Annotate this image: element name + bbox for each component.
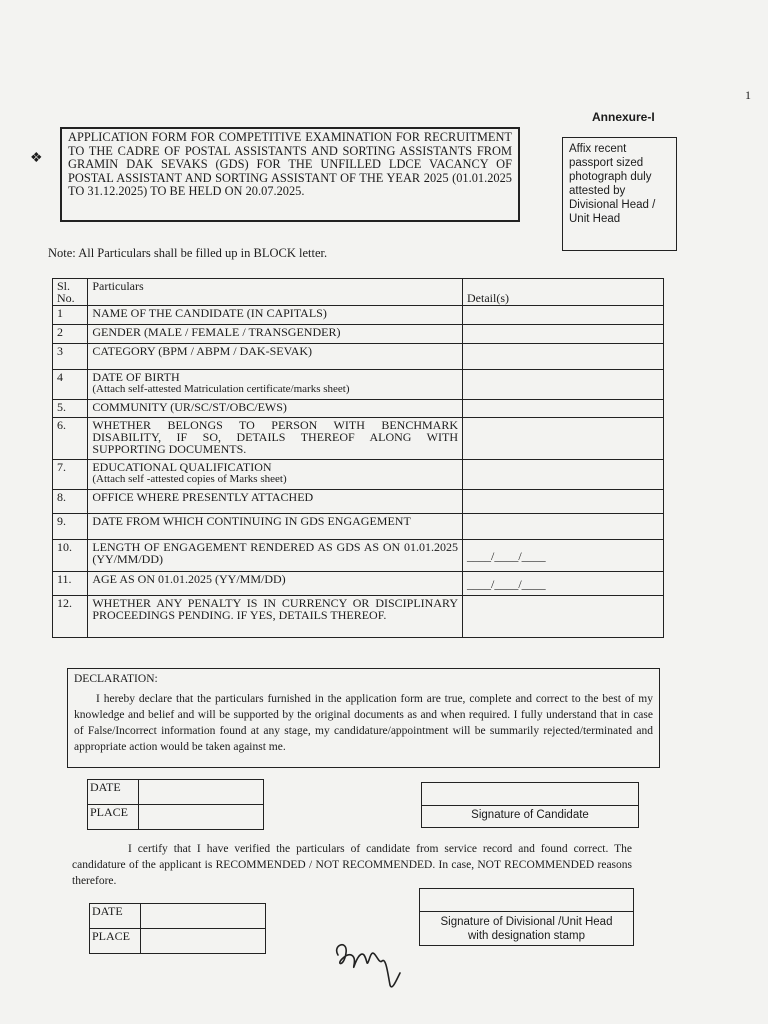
page-number: 1 [745, 88, 751, 102]
table-header-row [53, 279, 664, 306]
place-label: PLACE [88, 805, 139, 830]
particular-text: WHETHER ANY PENALTY IS IN CURRENCY OR DISCIPLINARY PROCEEDINGS PENDING. IF YES, DETAILS THEREOF. [92, 596, 459, 622]
sl-cell: 11. [53, 572, 88, 596]
table-row [53, 540, 664, 572]
detail-cell[interactable] [463, 325, 664, 344]
particular-text: DATE FROM WHICH CONTINUING IN GDS ENGAGEMENT [92, 514, 411, 528]
particular-cell [88, 400, 463, 418]
table-row [53, 418, 664, 460]
photo-instruction-line: Affix recent [569, 143, 627, 155]
photo-instruction-line: Divisional Head / [569, 199, 656, 211]
certification-block [72, 841, 632, 889]
details-header: Detail(s) [463, 279, 664, 306]
particular-cell [88, 540, 463, 572]
candidate-signature-label: Signature of Candidate [471, 809, 589, 821]
particular-cell [88, 572, 463, 596]
form-title: APPLICATION FORM FOR COMPETITIVE EXAMINATION FOR RECRUITMENT TO THE CADRE OF POSTAL ASSISTANTS AND SORTING ASSISTANTS FROM GRAMIN DAK SEVAKS (GDS) FOR THE UNFILLED LDCE VACANCY OF POSTAL ASSISTANT AND SORTING ASSISTANT OF THE YEAR 2025 (01.01.2025 TO 31.12.2025) TO BE HELD ON 20.07.2025. [60, 127, 520, 222]
particular-cell [88, 325, 463, 344]
head-signature-field[interactable] [420, 889, 633, 912]
particular-text: AGE AS ON 01.01.2025 (YY/MM/DD) [92, 572, 286, 586]
detail-cell[interactable] [463, 400, 664, 418]
detail-cell[interactable]: ____/____/____ [463, 540, 664, 572]
particular-cell [88, 490, 463, 514]
particular-text: CATEGORY (BPM / ABPM / DAK-SEVAK) [92, 344, 313, 358]
head-date-place-table [89, 903, 266, 954]
particulars-table [52, 278, 664, 638]
sl-cell: 12. [53, 596, 88, 638]
certification-text: I certify that I have verified the particulars of candidate from service record and found correct. The candidature of the applicant is RECOMMENDED / NOT RECOMMENDED. In case, NOT RECOMMENDED reasons therefore. [72, 843, 632, 887]
particulars-header: Particulars [88, 279, 463, 306]
table-row [53, 514, 664, 540]
date-field[interactable] [139, 780, 264, 805]
place-field[interactable] [141, 929, 266, 954]
date-field[interactable] [141, 904, 266, 929]
margin-mark: ❖ [30, 151, 43, 166]
sl-cell: 9. [53, 514, 88, 540]
head-signature-label [420, 912, 633, 943]
detail-cell[interactable] [463, 490, 664, 514]
sl-cell: 7. [53, 460, 88, 490]
particular-text: OFFICE WHERE PRESENTLY ATTACHED [92, 490, 314, 504]
head-signature-box [419, 888, 634, 946]
detail-cell[interactable] [463, 370, 664, 400]
head-signature-label-line: with designation stamp [468, 930, 585, 942]
sl-cell: 5. [53, 400, 88, 418]
block-letter-note: Note: All Particulars shall be filled up in BLOCK letter. [48, 246, 328, 260]
sl-cell: 3 [53, 344, 88, 370]
date-label: DATE [88, 780, 139, 805]
particular-cell [88, 460, 463, 490]
place-field[interactable] [139, 805, 264, 830]
particular-cell [88, 370, 463, 400]
sl-cell: 2 [53, 325, 88, 344]
candidate-signature-box [421, 782, 639, 828]
particular-cell [88, 596, 463, 638]
table-row [53, 572, 664, 596]
place-label: PLACE [90, 929, 141, 954]
photo-instruction-line: Unit Head [569, 213, 621, 225]
particular-text: COMMUNITY (UR/SC/ST/OBC/EWS) [92, 400, 287, 414]
particular-cell [88, 418, 463, 460]
detail-cell[interactable] [463, 460, 664, 490]
sl-cell: 10. [53, 540, 88, 572]
photo-instruction-line: photograph duly [569, 171, 652, 183]
candidate-signature-field[interactable] [422, 783, 638, 806]
annexure-label: Annexure-I [592, 110, 655, 124]
detail-cell[interactable] [463, 306, 664, 325]
particular-subtext: (Attach self -attested copies of Marks sheet) [92, 473, 287, 485]
sl-cell: 1 [53, 306, 88, 325]
particular-cell [88, 306, 463, 325]
particular-subtext: (Attach self-attested Matriculation certificate/marks sheet) [92, 383, 350, 395]
detail-cell[interactable] [463, 418, 664, 460]
particular-text: DATE OF BIRTH [92, 370, 180, 384]
table-row [53, 400, 664, 418]
detail-cell[interactable] [463, 344, 664, 370]
particular-text: GENDER (MALE / FEMALE / TRANSGENDER) [92, 325, 341, 339]
handwritten-signature [330, 935, 410, 995]
detail-cell[interactable] [463, 514, 664, 540]
sl-cell: 6. [53, 418, 88, 460]
photo-box [562, 137, 677, 251]
table-row [53, 460, 664, 490]
sl-cell: 8. [53, 490, 88, 514]
declaration-text: I hereby declare that the particulars furnished in the application form are true, complete and correct to the best of my knowledge and belief and will be supported by the original documents as and when required. I fully understand that in case of False/Incorrect information found at any stage, my candidature/appointment will be summarily rejected/terminated and appropriate action would be taken against me. [74, 693, 653, 753]
sl-cell: 4 [53, 370, 88, 400]
table-row [53, 596, 664, 638]
table-row [53, 306, 664, 325]
photo-instruction-line: attested by [569, 185, 626, 197]
head-signature-label-line: Signature of Divisional /Unit Head [440, 916, 613, 928]
particular-cell [88, 514, 463, 540]
table-row [53, 344, 664, 370]
table-row [53, 370, 664, 400]
sl-no-header: Sl. No. [53, 279, 88, 306]
declaration-box [67, 668, 660, 768]
candidate-date-place-table [87, 779, 264, 830]
particular-text: WHETHER BELONGS TO PERSON WITH BENCHMARK DISABILITY, IF SO, DETAILS THEREOF ALONG WITH SUPPORTING DOCUMENTS. [92, 418, 459, 456]
photo-instruction-line: passport sized [569, 157, 644, 169]
detail-cell[interactable]: ____/____/____ [463, 572, 664, 596]
particular-text: LENGTH OF ENGAGEMENT RENDERED AS GDS AS ON 01.01.2025 (YY/MM/DD) [92, 540, 459, 566]
declaration-heading: DECLARATION: [74, 673, 158, 685]
detail-cell[interactable] [463, 596, 664, 638]
particular-cell [88, 344, 463, 370]
table-row [53, 325, 664, 344]
particular-text: NAME OF THE CANDIDATE (IN CAPITALS) [92, 306, 327, 320]
particular-text: EDUCATIONAL QUALIFICATION [92, 460, 272, 474]
table-row [53, 490, 664, 514]
date-label: DATE [90, 904, 141, 929]
